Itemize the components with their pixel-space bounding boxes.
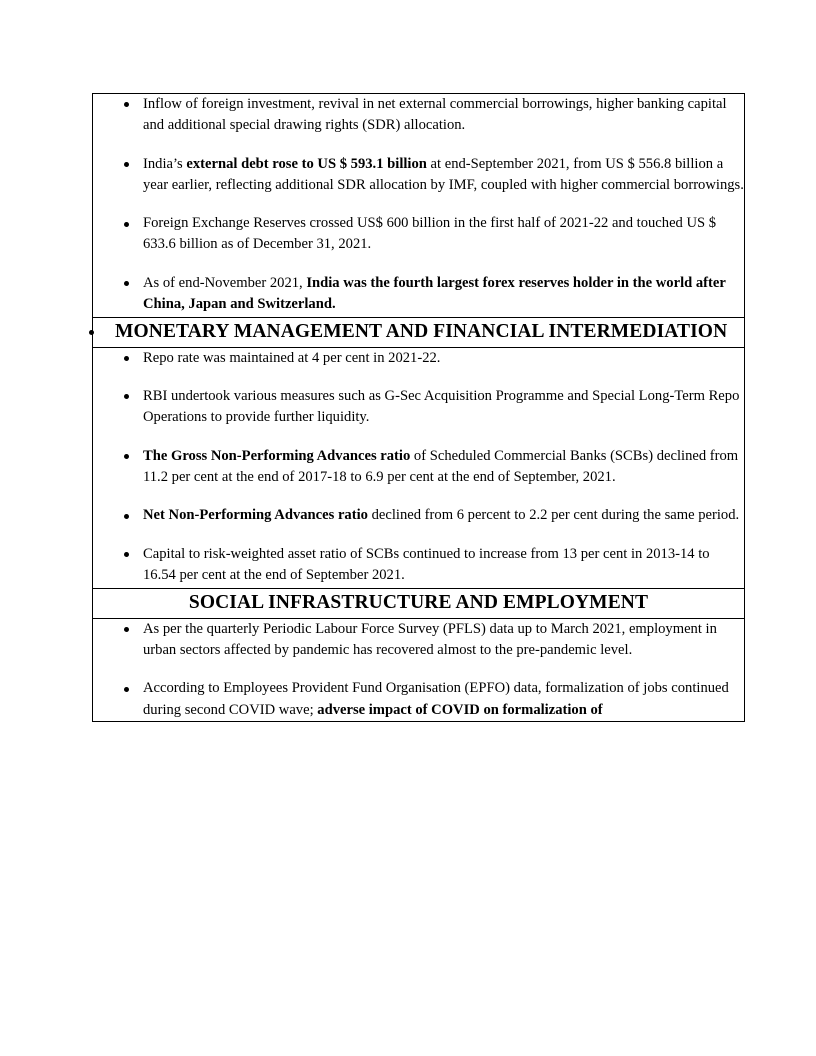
body-text: India’s xyxy=(143,155,187,172)
bullet-point-icon xyxy=(124,162,129,167)
bullet-point-icon xyxy=(124,222,129,227)
list-item xyxy=(93,619,744,662)
bullet-point-icon xyxy=(124,552,129,557)
social-bullet-list xyxy=(93,619,744,721)
body-text: Foreign Exchange Reserves crossed US$ 600 billion in the first half of 2021-22 and touched US $ 633.6 billion as of December 31, 2021. xyxy=(143,215,717,253)
list-item xyxy=(93,273,744,316)
monetary-section-heading: MONETARY MANAGEMENT AND FINANCIAL INTERMEDIATION xyxy=(115,321,728,343)
body-text: Inflow of foreign investment, revival in net external commercial borrowings, higher banking capital and additional special drawing rights (SDR) allocation. xyxy=(143,96,727,134)
body-text: As of end-November 2021, xyxy=(143,274,307,291)
table-row xyxy=(93,589,745,619)
body-text: Capital to risk-weighted asset ratio of SCBs continued to increase from 13 per cent in 2013-14 to 16.54 per cent at the end of September 2021. xyxy=(143,545,710,583)
emphasis-text: external debt rose to US $ 593.1 billion xyxy=(186,155,427,172)
body-text: As per the quarterly Periodic Labour Force Survey (PFLS) data up to March 2021, employment in urban sectors affected by pandemic has recovered almost to the pre-pandemic level. xyxy=(143,620,717,659)
body-text: of Scheduled Commercial Banks (SCBs) declined from 11.2 per cent at the end of 2017-18 to 6.9 per cent at the end of September, 2021. xyxy=(143,447,739,486)
body-text: at end-September 2021, from US $ 556.8 billion a year earlier, reflecting additional SDR allocation by IMF, coupled with higher commercial borrowings. xyxy=(143,155,744,193)
emphasis-text: The Gross Non-Performing Advances ratio xyxy=(143,447,411,464)
emphasis-text: India was the fourth largest forex reserves holder in the world after China, Japan and Switzerland. xyxy=(143,274,726,313)
bullet-point-icon xyxy=(124,356,129,361)
body-text: According to Employees Provident Fund Organisation (EPFO) data, formalization of jobs continued during second COVID wave; xyxy=(143,680,729,718)
table-row xyxy=(93,347,745,588)
emphasis-text: Net Non-Performing Advances ratio xyxy=(143,507,368,524)
external-sector-cell xyxy=(93,94,745,318)
content-table xyxy=(92,93,745,722)
bullet-point-icon xyxy=(124,687,129,692)
list-item xyxy=(93,154,744,197)
list-item xyxy=(93,678,744,721)
bullet-point-icon xyxy=(124,102,129,107)
list-item xyxy=(93,94,744,137)
body-text: declined from 6 percent to 2.2 per cent during the same period. xyxy=(367,507,740,524)
emphasis-text: adverse impact of COVID on formalization of xyxy=(317,701,603,718)
list-item xyxy=(93,544,744,587)
table-row xyxy=(93,94,745,318)
bullet-point-icon xyxy=(124,514,129,519)
list-item xyxy=(93,348,744,369)
monetary-cell xyxy=(93,347,745,588)
body-text: Repo rate was maintained at 4 per cent in 2021-22. xyxy=(143,349,441,366)
body-text: RBI undertook various measures such as G-Sec Acquisition Programme and Special Long-Term Repo Operations to provide further liquidity. xyxy=(143,388,740,426)
external-sector-bullet-list xyxy=(93,94,744,315)
bullet-point-icon xyxy=(124,394,129,399)
bullet-point-icon xyxy=(124,627,129,632)
social-section-heading: SOCIAL INFRASTRUCTURE AND EMPLOYMENT xyxy=(188,592,649,614)
list-item xyxy=(93,446,744,489)
bullet-point-icon xyxy=(124,281,129,286)
monetary-heading-cell xyxy=(93,318,745,348)
table-row xyxy=(93,318,745,348)
social-heading-cell xyxy=(93,589,745,619)
table-row xyxy=(93,618,745,721)
list-item xyxy=(93,213,744,256)
social-cell xyxy=(93,618,745,721)
bullet-point-icon xyxy=(124,454,129,459)
list-item xyxy=(93,505,744,526)
monetary-bullet-list xyxy=(93,348,744,586)
list-item xyxy=(93,386,744,429)
